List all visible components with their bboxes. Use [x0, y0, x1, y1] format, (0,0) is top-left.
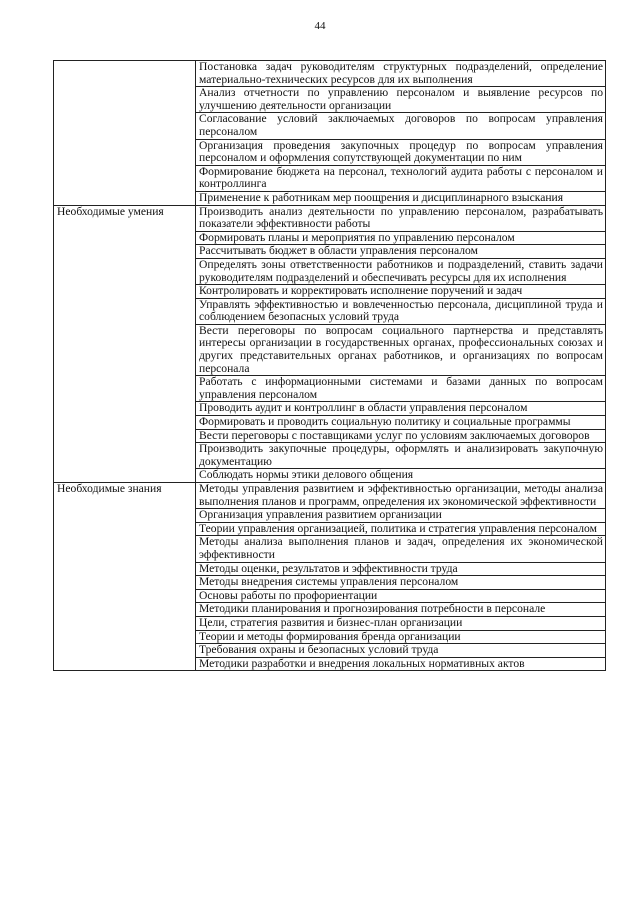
- table-row: [54, 205, 606, 231]
- requirement-item: Организация управления развитием организации: [196, 509, 606, 523]
- requirement-item: Формирование бюджета на персонал, технологий аудита работы с персоналом и контроллинга: [196, 165, 606, 191]
- requirement-item: Методы внедрения системы управления персоналом: [196, 576, 606, 590]
- requirement-item: Определять зоны ответственности работников и подразделений, ставить задачи руководителям подразделений и обеспечивать ресурсы для их исполнения: [196, 258, 606, 284]
- requirement-item: Анализ отчетности по управлению персоналом и выявление ресурсов по улучшению деятельности организации: [196, 87, 606, 113]
- requirement-item: Согласование условий заключаемых договоров по вопросам управления персоналом: [196, 113, 606, 139]
- requirement-item: Рассчитывать бюджет в области управления персоналом: [196, 245, 606, 259]
- section-label: Необходимые знания: [54, 483, 196, 671]
- requirement-item: Методы оценки, результатов и эффективности труда: [196, 562, 606, 576]
- requirement-item: Цели, стратегия развития и бизнес-план организации: [196, 616, 606, 630]
- requirement-item: Постановка задач руководителям структурных подразделений, определение материально-технических ресурсов для их выполнения: [196, 61, 606, 87]
- requirement-item: Применение к работникам мер поощрения и дисциплинарного взыскания: [196, 191, 606, 205]
- requirement-item: Организация проведения закупочных процедур по вопросам управления персоналом и оформления сопутствующей документации по ним: [196, 139, 606, 165]
- requirement-item: Вести переговоры по вопросам социального партнерства и представлять интересы организации в государственных органах, профессиональных союзах и других представительных органах работников, и организациях по вопросам персонала: [196, 324, 606, 375]
- requirement-item: Формировать и проводить социальную политику и социальные программы: [196, 416, 606, 430]
- requirement-item: Требования охраны и безопасных условий труда: [196, 644, 606, 658]
- requirement-item: Работать с информационными системами и базами данных по вопросам управления персоналом: [196, 376, 606, 402]
- requirement-item: Методики разработки и внедрения локальных нормативных актов: [196, 657, 606, 671]
- table-row: [54, 61, 606, 87]
- requirement-item: Вести переговоры с поставщиками услуг по условиям заключаемых договоров: [196, 429, 606, 443]
- requirement-item: Теории и методы формирования бренда организации: [196, 630, 606, 644]
- requirement-item: Методики планирования и прогнозирования потребности в персонале: [196, 603, 606, 617]
- section-label: [54, 61, 196, 206]
- page-number: 44: [314, 20, 326, 32]
- requirement-item: Методы анализа выполнения планов и задач, определения их экономической эффективности: [196, 536, 606, 562]
- requirement-item: Управлять эффективностью и вовлеченностью персонала, дисциплиной труда и соблюдением безопасных условий труда: [196, 298, 606, 324]
- requirement-item: Соблюдать нормы этики делового общения: [196, 469, 606, 483]
- requirement-item: Формировать планы и мероприятия по управлению персоналом: [196, 231, 606, 245]
- table-row: [54, 483, 606, 509]
- requirement-item: Теории управления организацией, политика и стратегия управления персоналом: [196, 522, 606, 536]
- section-label: Необходимые умения: [54, 205, 196, 482]
- requirements-table: [53, 60, 606, 671]
- requirement-item: Производить анализ деятельности по управлению персоналом, разрабатывать показатели эффективности работы: [196, 205, 606, 231]
- requirements-table-body: [54, 61, 606, 671]
- requirement-item: Проводить аудит и контроллинг в области управления персоналом: [196, 402, 606, 416]
- requirement-item: Производить закупочные процедуры, оформлять и анализировать закупочную документацию: [196, 443, 606, 469]
- requirement-item: Контролировать и корректировать исполнение поручений и задач: [196, 285, 606, 299]
- requirement-item: Методы управления развитием и эффективностью организации, методы анализа выполнения планов и программ, определения их экономической эффективности: [196, 483, 606, 509]
- requirement-item: Основы работы по профориентации: [196, 589, 606, 603]
